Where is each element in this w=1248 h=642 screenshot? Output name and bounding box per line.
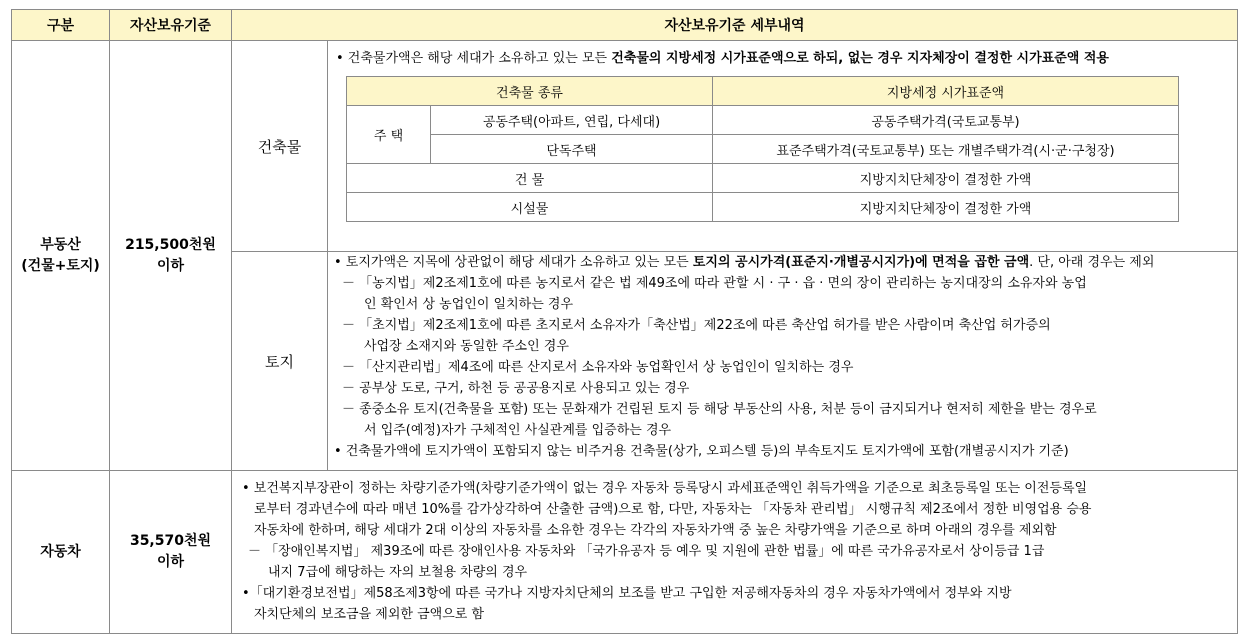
subcategory-land: 토지 <box>232 252 328 471</box>
building-table-row <box>347 164 1179 193</box>
category-realestate-line2: (건물+토지) <box>21 257 100 274</box>
car-detail-line: － 「장애인복지법」 제39조에 따른 장애인사용 자동차와 「국가유공자 등 예우 및 지원에 관한 법률」에 따른 국가유공자로서 상이등급 1급 <box>248 544 1045 559</box>
land-intro-bullet: • <box>334 255 342 270</box>
land-intro-plain: 토지가액은 지목에 상관없이 해당 세대가 소유하고 있는 모든 <box>341 255 693 270</box>
building-valuation-table <box>346 76 1179 222</box>
car-detail-line: 내지 7급에 해당하는 자의 보철용 차량의 경우 <box>268 565 528 580</box>
car-detail-line: 자동차에 한하며, 해당 세대가 2대 이상의 자동차를 소유한 경우는 각각의 자동차가액 중 높은 차량가액을 기준으로 하며 아래의 경우를 제외함 <box>254 523 1057 538</box>
building-table-type: 단독주택 <box>431 135 713 164</box>
building-note-bold: 건축물의 지방세정 시가표준액으로 하되, 없는 경우 지자체장이 결정한 시가표준액 적용 <box>611 51 1109 66</box>
row-car <box>12 471 1238 634</box>
building-table-head-value: 지방세정 시가표준액 <box>713 77 1179 106</box>
land-exception-line: 사업장 소재지와 동일한 주소인 경우 <box>364 339 569 354</box>
header-row <box>12 10 1238 41</box>
building-note <box>328 41 1237 76</box>
building-note-bullet: • <box>336 51 344 66</box>
car-detail-line: • 보건복지부장관이 정하는 차량기준가액(차량기준가액이 없는 경우 자동차 등록당시 과세표준액인 취득가액을 기준으로 최초등록일 또는 이전등록일 <box>242 481 1088 496</box>
building-table-header <box>347 77 1179 106</box>
criterion-realestate <box>110 41 232 471</box>
land-exception-line: － 공부상 도로, 구거, 하천 등 공공용지로 사용되고 있는 경우 <box>342 381 690 396</box>
row-realestate-building <box>12 41 1238 252</box>
header-detail: 자산보유기준 세부내역 <box>232 10 1238 41</box>
building-table-type: 건 물 <box>347 164 713 193</box>
subcategory-building: 건축물 <box>232 41 328 252</box>
building-note-plain: 건축물가액은 해당 세대가 소유하고 있는 모든 <box>343 51 612 66</box>
category-car: 자동차 <box>12 471 110 634</box>
building-table-value: 공동주택가격(국토교통부) <box>713 106 1179 135</box>
building-table-value: 지방지치단체장이 결정한 가액 <box>713 164 1179 193</box>
building-detail <box>328 41 1238 252</box>
building-table-type: 공동주택(아파트, 연립, 다세대) <box>431 106 713 135</box>
building-table-value: 지방지치단체장이 결정한 가액 <box>713 193 1179 222</box>
category-realestate <box>12 41 110 471</box>
building-table-value: 표준주택가격(국토교통부) 또는 개별주택가격(시·군·구청장) <box>713 135 1179 164</box>
criterion-realestate-line1: 215,500천원 <box>125 236 216 253</box>
land-exception-line: － 종중소유 토지(건축물을 포함) 또는 문화재가 건립된 토지 등 해당 부동산의 사용, 처분 등이 금지되거나 현저히 제한을 받는 경우로 <box>342 402 1097 417</box>
car-detail <box>232 471 1238 634</box>
category-realestate-line1: 부동산 <box>40 236 81 253</box>
land-footer-note: • 건축물가액에 토지가액이 포함되지 않는 비주거용 건축물(상가, 오피스텔 등)의 부속토지도 토지가액에 포함(개별공시지가 기준) <box>334 444 1069 459</box>
land-intro-suffix: . 단, 아래 경우는 제외 <box>1029 255 1155 270</box>
building-table-row <box>347 193 1179 222</box>
criterion-car-line1: 35,570천원 <box>129 533 212 549</box>
building-table-row <box>347 135 1179 164</box>
car-detail-line: 로부터 경과년수에 따라 매년 10%를 감가상각하여 산출한 금액)으로 함, 다만, 자동차는 「자동차 관리법」 시행규칙 제2조에서 정한 비영업용 승용 <box>254 502 1092 517</box>
land-detail <box>328 252 1238 471</box>
asset-criteria-table <box>11 9 1238 634</box>
land-intro <box>334 252 1237 273</box>
land-exception-line: 인 확인서 상 농업인이 일치하는 경우 <box>364 297 574 312</box>
building-table-head-type: 건축물 종류 <box>347 77 713 106</box>
criterion-car <box>110 471 232 634</box>
criterion-car-line2: 이하 <box>156 554 185 570</box>
land-intro-bold: 토지의 공시가격(표준지·개별공시지가)에 면적을 곱한 금액 <box>692 255 1030 270</box>
land-exception-line: － 「산지관리법」제4조에 따른 산지로서 소유자와 농업확인서 상 농업인이 일치하는 경우 <box>342 360 854 375</box>
building-table-type: 시설물 <box>347 193 713 222</box>
criterion-realestate-line2: 이하 <box>156 257 185 274</box>
header-criterion: 자산보유기준 <box>110 10 232 41</box>
land-exception-line: － 「농지법」제2조제1호에 따른 농지로서 같은 법 제49조에 따라 관할 시 · 구 · 읍 · 면의 장이 관리하는 농지대장의 소유자와 농업 <box>342 276 1087 291</box>
land-exception-line: － 「초지법」제2조제1호에 따른 초지로서 소유자가「축산법」제22조에 따른 축산업 허가를 받은 사람이며 축산업 허가증의 <box>342 318 1051 333</box>
building-table-row <box>347 106 1179 135</box>
land-exception-line: 서 입주(예정)자가 구체적인 사실관계를 입증하는 경우 <box>364 423 672 438</box>
car-detail-line: 자치단체의 보조금을 제외한 금액으로 함 <box>254 607 485 622</box>
header-category: 구분 <box>12 10 110 41</box>
car-detail-line: •「대기환경보전법」제58조제3항에 따른 국가나 지방자치단체의 보조를 받고 구입한 저공해자동차의 경우 자동차가액에서 정부와 지방 <box>242 586 1012 601</box>
building-table-housing-label: 주 택 <box>347 106 431 164</box>
